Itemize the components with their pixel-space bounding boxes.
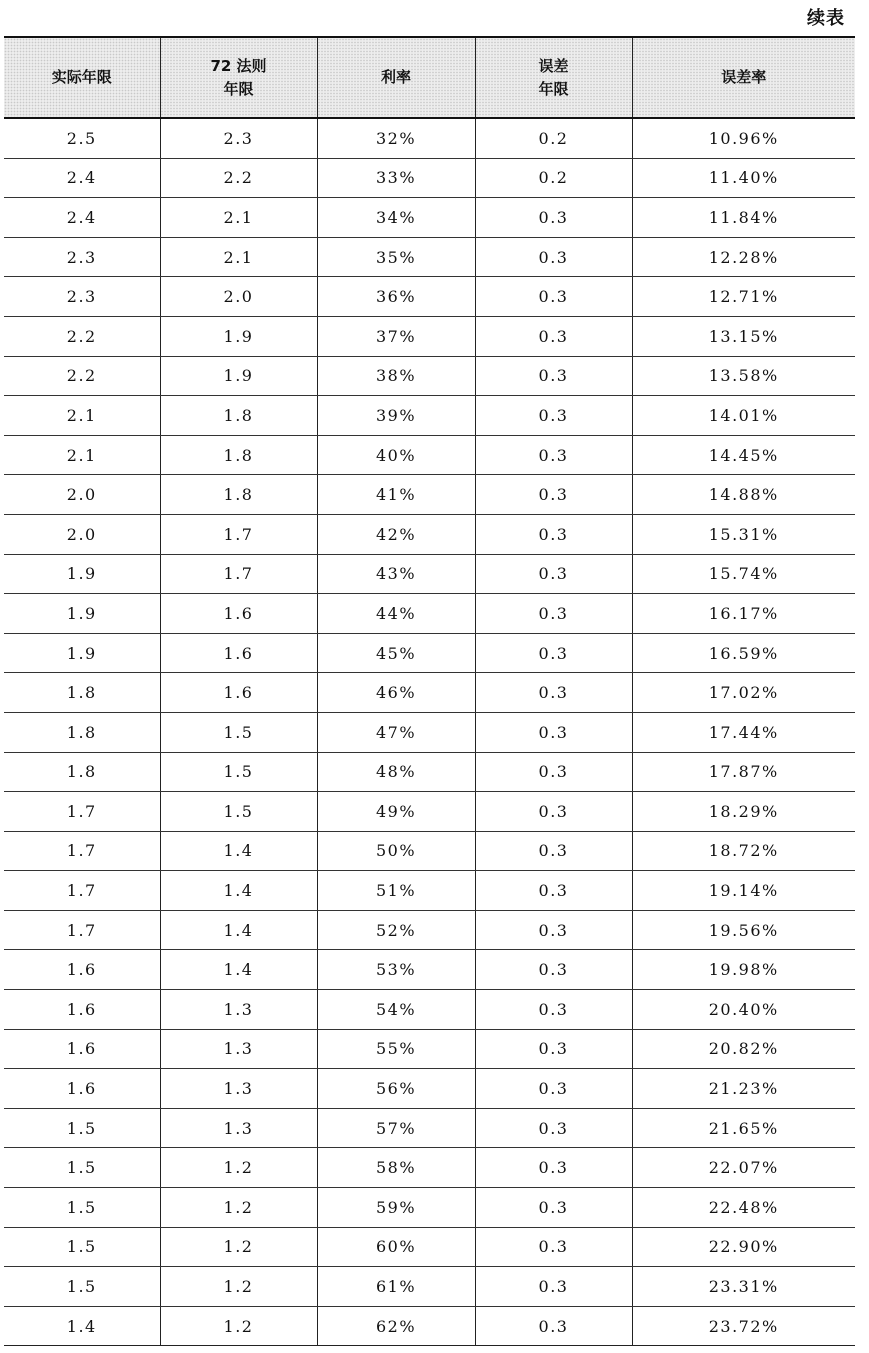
cell-actual-years: 1.7 bbox=[4, 871, 160, 911]
cell-error-years: 0.3 bbox=[475, 277, 632, 317]
cell-rule-72-years: 1.5 bbox=[160, 752, 317, 792]
cell-error-years: 0.3 bbox=[475, 1069, 632, 1109]
cell-error-years: 0.3 bbox=[475, 554, 632, 594]
cell-rule-72-years: 1.4 bbox=[160, 831, 317, 871]
header-error-years bbox=[475, 37, 632, 118]
cell-actual-years: 1.6 bbox=[4, 950, 160, 990]
cell-rule-72-years: 1.2 bbox=[160, 1188, 317, 1228]
cell-error-years: 0.3 bbox=[475, 237, 632, 277]
cell-rule-72-years: 1.7 bbox=[160, 514, 317, 554]
cell-actual-years: 2.4 bbox=[4, 198, 160, 238]
header-line: 72 法则 bbox=[210, 56, 267, 75]
cell-actual-years: 1.9 bbox=[4, 594, 160, 634]
cell-rule-72-years: 1.5 bbox=[160, 792, 317, 832]
cell-error-rate: 21.23% bbox=[632, 1069, 855, 1109]
cell-interest-rate: 35% bbox=[317, 237, 475, 277]
cell-error-rate: 22.48% bbox=[632, 1188, 855, 1228]
cell-rule-72-years: 1.8 bbox=[160, 396, 317, 436]
table-row bbox=[4, 237, 855, 277]
table-row bbox=[4, 1148, 855, 1188]
cell-actual-years: 1.7 bbox=[4, 792, 160, 832]
cell-rule-72-years: 2.1 bbox=[160, 237, 317, 277]
cell-error-years: 0.3 bbox=[475, 712, 632, 752]
cell-error-rate: 15.74% bbox=[632, 554, 855, 594]
cell-actual-years: 2.2 bbox=[4, 316, 160, 356]
cell-error-years: 0.3 bbox=[475, 1267, 632, 1307]
cell-interest-rate: 56% bbox=[317, 1069, 475, 1109]
cell-error-rate: 23.72% bbox=[632, 1306, 855, 1346]
cell-error-years: 0.3 bbox=[475, 514, 632, 554]
cell-actual-years: 2.0 bbox=[4, 514, 160, 554]
table-row bbox=[4, 910, 855, 950]
cell-actual-years: 1.5 bbox=[4, 1188, 160, 1228]
cell-actual-years: 1.5 bbox=[4, 1108, 160, 1148]
cell-rule-72-years: 1.7 bbox=[160, 554, 317, 594]
header-line: 利率 bbox=[380, 68, 411, 86]
cell-rule-72-years: 2.1 bbox=[160, 198, 317, 238]
cell-interest-rate: 47% bbox=[317, 712, 475, 752]
table-row bbox=[4, 1029, 855, 1069]
cell-actual-years: 1.6 bbox=[4, 990, 160, 1030]
cell-error-rate: 22.90% bbox=[632, 1227, 855, 1267]
cell-error-years: 0.3 bbox=[475, 871, 632, 911]
cell-interest-rate: 51% bbox=[317, 871, 475, 911]
cell-error-rate: 14.88% bbox=[632, 475, 855, 515]
cell-interest-rate: 40% bbox=[317, 435, 475, 475]
cell-rule-72-years: 1.9 bbox=[160, 316, 317, 356]
cell-error-rate: 12.28% bbox=[632, 237, 855, 277]
cell-error-rate: 20.82% bbox=[632, 1029, 855, 1069]
table-row bbox=[4, 990, 855, 1030]
cell-interest-rate: 53% bbox=[317, 950, 475, 990]
cell-actual-years: 1.8 bbox=[4, 673, 160, 713]
header-line: 误差 bbox=[538, 56, 569, 75]
cell-actual-years: 2.0 bbox=[4, 475, 160, 515]
cell-rule-72-years: 1.4 bbox=[160, 871, 317, 911]
cell-actual-years: 2.3 bbox=[4, 237, 160, 277]
table-row bbox=[4, 792, 855, 832]
cell-error-years: 0.3 bbox=[475, 475, 632, 515]
table-row bbox=[4, 554, 855, 594]
cell-rule-72-years: 1.3 bbox=[160, 1029, 317, 1069]
table-row bbox=[4, 871, 855, 911]
table-row bbox=[4, 1188, 855, 1228]
table-row bbox=[4, 1108, 855, 1148]
cell-error-years: 0.3 bbox=[475, 1227, 632, 1267]
cell-error-rate: 18.29% bbox=[632, 792, 855, 832]
cell-rule-72-years: 1.8 bbox=[160, 475, 317, 515]
table-row bbox=[4, 594, 855, 634]
cell-interest-rate: 45% bbox=[317, 633, 475, 673]
cell-interest-rate: 55% bbox=[317, 1029, 475, 1069]
cell-interest-rate: 44% bbox=[317, 594, 475, 634]
cell-rule-72-years: 1.6 bbox=[160, 673, 317, 713]
cell-error-rate: 23.31% bbox=[632, 1267, 855, 1307]
table-row bbox=[4, 396, 855, 436]
cell-actual-years: 2.1 bbox=[4, 435, 160, 475]
cell-error-rate: 13.58% bbox=[632, 356, 855, 396]
cell-rule-72-years: 1.2 bbox=[160, 1227, 317, 1267]
cell-rule-72-years: 1.2 bbox=[160, 1267, 317, 1307]
table-row bbox=[4, 1069, 855, 1109]
cell-rule-72-years: 2.2 bbox=[160, 158, 317, 198]
table-row bbox=[4, 633, 855, 673]
cell-error-rate: 21.65% bbox=[632, 1108, 855, 1148]
cell-error-years: 0.3 bbox=[475, 356, 632, 396]
cell-error-years: 0.3 bbox=[475, 990, 632, 1030]
cell-interest-rate: 61% bbox=[317, 1267, 475, 1307]
cell-error-years: 0.3 bbox=[475, 1108, 632, 1148]
cell-interest-rate: 34% bbox=[317, 198, 475, 238]
cell-error-rate: 17.44% bbox=[632, 712, 855, 752]
table-row bbox=[4, 277, 855, 317]
cell-error-years: 0.3 bbox=[475, 1306, 632, 1346]
cell-error-rate: 18.72% bbox=[632, 831, 855, 871]
cell-actual-years: 1.5 bbox=[4, 1148, 160, 1188]
cell-interest-rate: 54% bbox=[317, 990, 475, 1030]
header-line: 误差率 bbox=[721, 68, 767, 86]
cell-error-years: 0.3 bbox=[475, 316, 632, 356]
cell-actual-years: 1.7 bbox=[4, 831, 160, 871]
table-row bbox=[4, 1267, 855, 1307]
cell-error-years: 0.3 bbox=[475, 910, 632, 950]
cell-interest-rate: 50% bbox=[317, 831, 475, 871]
cell-rule-72-years: 1.6 bbox=[160, 633, 317, 673]
header-row bbox=[4, 37, 855, 118]
cell-rule-72-years: 1.6 bbox=[160, 594, 317, 634]
cell-rule-72-years: 1.4 bbox=[160, 950, 317, 990]
cell-rule-72-years: 1.9 bbox=[160, 356, 317, 396]
cell-error-rate: 19.14% bbox=[632, 871, 855, 911]
cell-error-rate: 22.07% bbox=[632, 1148, 855, 1188]
cell-rule-72-years: 1.8 bbox=[160, 435, 317, 475]
header-line: 年限 bbox=[538, 79, 569, 98]
header-rule-72-years bbox=[160, 37, 317, 118]
table-row bbox=[4, 435, 855, 475]
cell-error-rate: 13.15% bbox=[632, 316, 855, 356]
cell-actual-years: 2.5 bbox=[4, 118, 160, 158]
table-row bbox=[4, 198, 855, 238]
header-line: 年限 bbox=[223, 79, 254, 98]
cell-interest-rate: 46% bbox=[317, 673, 475, 713]
cell-error-rate: 20.40% bbox=[632, 990, 855, 1030]
table-body bbox=[4, 118, 855, 1346]
cell-actual-years: 1.8 bbox=[4, 752, 160, 792]
cell-interest-rate: 52% bbox=[317, 910, 475, 950]
cell-interest-rate: 43% bbox=[317, 554, 475, 594]
cell-error-years: 0.3 bbox=[475, 831, 632, 871]
cell-rule-72-years: 1.3 bbox=[160, 1069, 317, 1109]
header-interest-rate bbox=[317, 37, 475, 118]
cell-actual-years: 1.9 bbox=[4, 633, 160, 673]
cell-actual-years: 2.3 bbox=[4, 277, 160, 317]
cell-interest-rate: 33% bbox=[317, 158, 475, 198]
cell-actual-years: 2.2 bbox=[4, 356, 160, 396]
cell-error-years: 0.2 bbox=[475, 158, 632, 198]
cell-error-rate: 11.84% bbox=[632, 198, 855, 238]
table-row bbox=[4, 158, 855, 198]
cell-actual-years: 1.5 bbox=[4, 1267, 160, 1307]
table-row bbox=[4, 1306, 855, 1346]
cell-interest-rate: 58% bbox=[317, 1148, 475, 1188]
cell-rule-72-years: 1.3 bbox=[160, 1108, 317, 1148]
cell-rule-72-years: 2.3 bbox=[160, 118, 317, 158]
cell-error-years: 0.3 bbox=[475, 792, 632, 832]
cell-error-years: 0.3 bbox=[475, 435, 632, 475]
cell-interest-rate: 57% bbox=[317, 1108, 475, 1148]
table-header bbox=[4, 37, 855, 118]
cell-interest-rate: 62% bbox=[317, 1306, 475, 1346]
interest-rule-table bbox=[4, 36, 855, 1346]
table-row bbox=[4, 316, 855, 356]
cell-interest-rate: 39% bbox=[317, 396, 475, 436]
cell-error-years: 0.3 bbox=[475, 1029, 632, 1069]
table-row bbox=[4, 831, 855, 871]
cell-interest-rate: 41% bbox=[317, 475, 475, 515]
table-row bbox=[4, 118, 855, 158]
cell-actual-years: 1.6 bbox=[4, 1029, 160, 1069]
cell-error-rate: 19.56% bbox=[632, 910, 855, 950]
cell-error-years: 0.3 bbox=[475, 633, 632, 673]
cell-error-rate: 10.96% bbox=[632, 118, 855, 158]
cell-interest-rate: 38% bbox=[317, 356, 475, 396]
table-row bbox=[4, 1227, 855, 1267]
cell-error-rate: 15.31% bbox=[632, 514, 855, 554]
cell-actual-years: 2.1 bbox=[4, 396, 160, 436]
table-row bbox=[4, 356, 855, 396]
cell-interest-rate: 60% bbox=[317, 1227, 475, 1267]
cell-error-years: 0.3 bbox=[475, 594, 632, 634]
cell-interest-rate: 32% bbox=[317, 118, 475, 158]
cell-rule-72-years: 1.3 bbox=[160, 990, 317, 1030]
table-row bbox=[4, 712, 855, 752]
cell-error-rate: 17.87% bbox=[632, 752, 855, 792]
cell-error-rate: 12.71% bbox=[632, 277, 855, 317]
cell-rule-72-years: 1.2 bbox=[160, 1148, 317, 1188]
cell-error-rate: 17.02% bbox=[632, 673, 855, 713]
table-row bbox=[4, 514, 855, 554]
cell-interest-rate: 49% bbox=[317, 792, 475, 832]
table-row bbox=[4, 475, 855, 515]
cell-error-rate: 16.59% bbox=[632, 633, 855, 673]
cell-error-rate: 19.98% bbox=[632, 950, 855, 990]
table-row bbox=[4, 673, 855, 713]
cell-actual-years: 1.5 bbox=[4, 1227, 160, 1267]
continued-table-label: 续表 bbox=[807, 8, 845, 29]
cell-rule-72-years: 1.4 bbox=[160, 910, 317, 950]
cell-actual-years: 1.7 bbox=[4, 910, 160, 950]
cell-interest-rate: 59% bbox=[317, 1188, 475, 1228]
cell-interest-rate: 37% bbox=[317, 316, 475, 356]
header-error-rate bbox=[632, 37, 855, 118]
cell-actual-years: 1.8 bbox=[4, 712, 160, 752]
cell-rule-72-years: 1.2 bbox=[160, 1306, 317, 1346]
cell-error-rate: 14.01% bbox=[632, 396, 855, 436]
header-line: 实际年限 bbox=[51, 68, 112, 86]
cell-error-years: 0.3 bbox=[475, 950, 632, 990]
cell-error-years: 0.2 bbox=[475, 118, 632, 158]
cell-actual-years: 1.4 bbox=[4, 1306, 160, 1346]
cell-actual-years: 1.6 bbox=[4, 1069, 160, 1109]
cell-error-rate: 11.40% bbox=[632, 158, 855, 198]
cell-error-years: 0.3 bbox=[475, 752, 632, 792]
cell-actual-years: 2.4 bbox=[4, 158, 160, 198]
cell-error-rate: 14.45% bbox=[632, 435, 855, 475]
cell-interest-rate: 42% bbox=[317, 514, 475, 554]
table-row bbox=[4, 752, 855, 792]
cell-error-years: 0.3 bbox=[475, 396, 632, 436]
cell-error-years: 0.3 bbox=[475, 673, 632, 713]
cell-error-years: 0.3 bbox=[475, 1148, 632, 1188]
cell-interest-rate: 48% bbox=[317, 752, 475, 792]
table-row bbox=[4, 950, 855, 990]
header-actual-years bbox=[4, 37, 160, 118]
cell-rule-72-years: 1.5 bbox=[160, 712, 317, 752]
cell-error-rate: 16.17% bbox=[632, 594, 855, 634]
cell-rule-72-years: 2.0 bbox=[160, 277, 317, 317]
cell-actual-years: 1.9 bbox=[4, 554, 160, 594]
cell-error-years: 0.3 bbox=[475, 198, 632, 238]
cell-interest-rate: 36% bbox=[317, 277, 475, 317]
cell-error-years: 0.3 bbox=[475, 1188, 632, 1228]
